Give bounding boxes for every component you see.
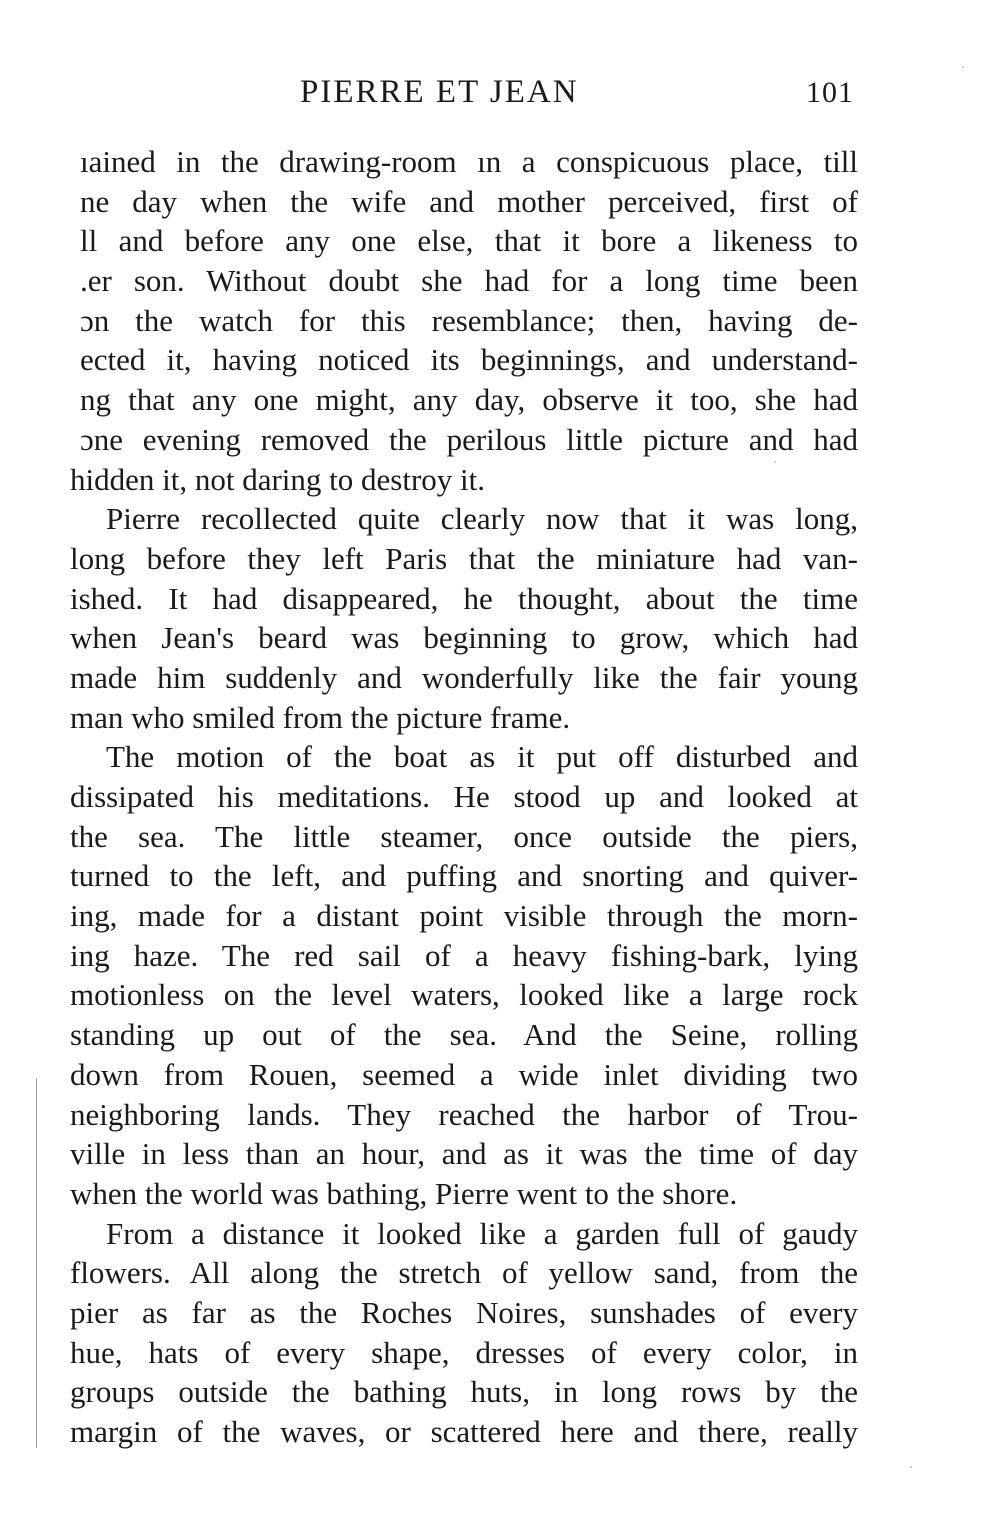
text-line: From a distance it looked like a garden full of gaudy xyxy=(106,1215,858,1251)
paper-speck xyxy=(910,1466,912,1468)
text-line: down from Rouen, seemed a wide inlet dividing two xyxy=(70,1056,858,1092)
body-text xyxy=(70,142,858,1452)
text-line: ll and before any one else, that it bore a likeness to xyxy=(80,223,858,259)
text-line: turned to the left, and puffing and snorting and quiver- xyxy=(70,858,858,894)
text-line: neighboring lands. They reached the harbor of Trou- xyxy=(70,1096,858,1132)
paragraph-3 xyxy=(70,737,858,1213)
text-line: the sea. The little steamer, once outside the piers, xyxy=(70,818,858,854)
text-line: .er son. Without doubt she had for a long time been xyxy=(80,263,858,299)
running-head: PIERRE ET JEAN xyxy=(300,74,579,110)
paragraph-2 xyxy=(70,499,858,737)
page-header xyxy=(0,74,1000,118)
text-line: groups outside the bathing huts, in long rows by the xyxy=(70,1374,858,1410)
text-line: man who smiled from the picture frame. xyxy=(70,699,571,735)
page-number: 101 xyxy=(806,76,854,109)
text-line: pier as far as the Roches Noires, sunshades of every xyxy=(70,1294,858,1330)
text-line: long before they left Paris that the miniature had van- xyxy=(70,540,858,576)
text-line: ɔne evening removed the perilous little picture and had xyxy=(80,421,858,457)
text-line: standing up out of the sea. And the Seine, rolling xyxy=(70,1017,858,1053)
text-line: ng that any one might, any day, observe it too, she had xyxy=(80,382,858,418)
text-line: margin of the waves, or scattered here and there, really xyxy=(70,1414,858,1449)
margin-rule xyxy=(36,1078,37,1448)
text-line: hue, hats of every shape, dresses of every color, in xyxy=(70,1334,858,1370)
text-line: Pierre recollected quite clearly now that it was long, xyxy=(106,501,858,537)
text-line: ɔn the watch for this resemblance; then, having de- xyxy=(80,302,858,338)
text-line: ne day when the wife and mother perceived, first of xyxy=(80,183,858,219)
text-line: ing, made for a distant point visible through the morn- xyxy=(70,898,858,934)
paragraph-4 xyxy=(70,1214,858,1452)
paragraph-1 xyxy=(70,142,858,499)
text-line: motionless on the level waters, looked like a large rock xyxy=(70,977,858,1013)
text-line: when the world was bathing, Pierre went to the shore. xyxy=(70,1175,738,1211)
text-line: ville in less than an hour, and as it was the time of day xyxy=(70,1136,858,1172)
paper-speck xyxy=(962,66,964,68)
text-line: made him suddenly and wonderfully like the fair young xyxy=(70,659,858,695)
text-line: ıained in the drawing-room ın a conspicuous place, till xyxy=(80,144,858,179)
text-line: hidden it, not daring to destroy it. xyxy=(70,461,486,497)
text-line: The motion of the boat as it put off disturbed and xyxy=(106,739,858,775)
text-line: ing haze. The red sail of a heavy fishing-bark, lying xyxy=(70,937,858,973)
text-line: when Jean's beard was beginning to grow, which had xyxy=(70,620,858,656)
text-line: dissipated his meditations. He stood up and looked at xyxy=(70,779,858,814)
text-line: flowers. All along the stretch of yellow sand, from the xyxy=(70,1255,858,1291)
text-line: ished. It had disappeared, he thought, about the time xyxy=(70,580,858,616)
text-line: ected it, having noticed its beginnings, and understand- xyxy=(80,342,858,378)
paper-speck xyxy=(774,461,776,463)
